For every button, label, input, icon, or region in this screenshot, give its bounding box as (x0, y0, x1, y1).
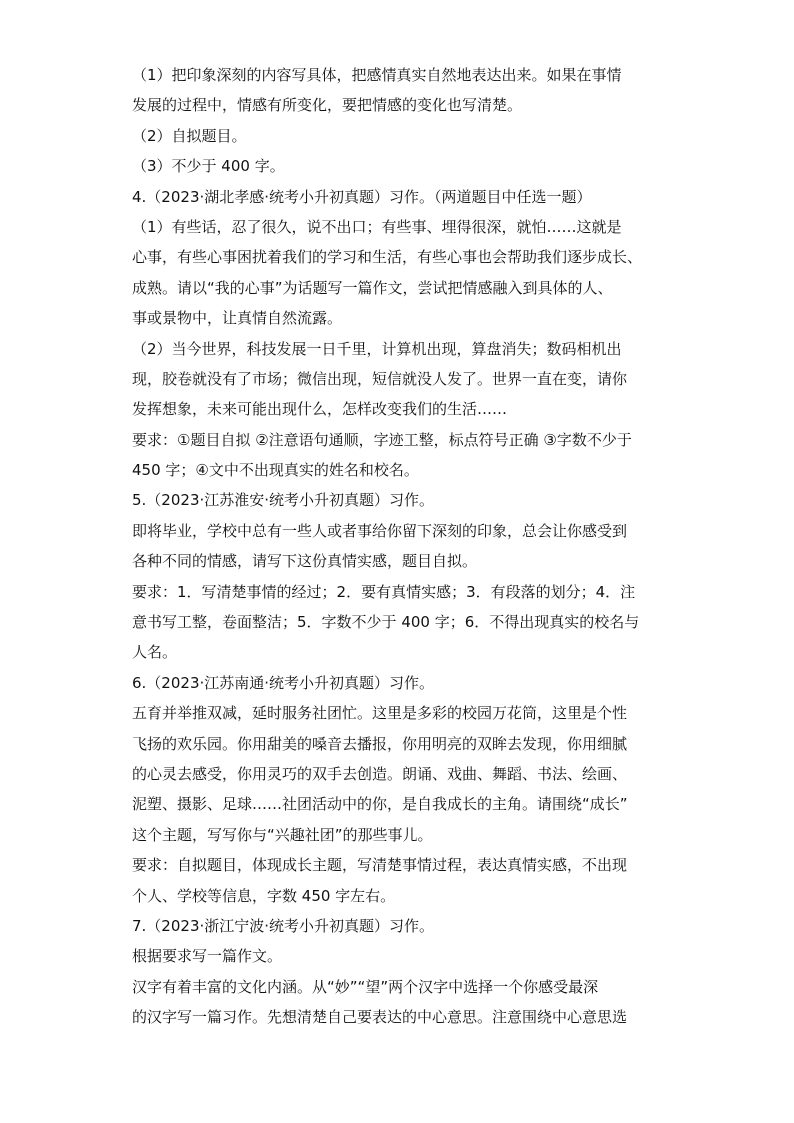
text-line: 450 字；④文中不出现真实的姓名和校名。 (132, 461, 419, 480)
text-line: 的心灵去感受，你用灵巧的双手去创造。朗诵、戏曲、舞蹈、书法、绘画、 (132, 764, 628, 783)
question-heading: 7.（2023·浙江宁波·统考小升初真题）习作。 (132, 916, 435, 935)
text-line: 根据要求写一篇作文。 (132, 947, 283, 966)
document-body (132, 60, 662, 1033)
text-line: 要求：自拟题目，体现成长主题，写清楚事情过程，表达真情实感，不出现 (132, 856, 628, 875)
text-line: 现，胶卷就没有了市场；微信出现，短信就没人发了。世界一直在变，请你 (132, 369, 628, 388)
text-line: 泥塑、摄影、足球……社团活动中的你，是自我成长的主角。请围绕“成长” (132, 795, 628, 814)
question-heading: 6.（2023·江苏南通·统考小升初真题）习作。 (132, 673, 435, 692)
text-line: 心事，有些心事困扰着我们的学习和生活，有些心事也会帮助我们逐步成长、 (132, 248, 643, 267)
text-line: （3）不少于 400 字。 (132, 157, 285, 176)
text-line: 发挥想象，未来可能出现什么，怎样改变我们的生活…… (132, 400, 508, 419)
text-line: 要求：①题目自拟 ②注意语句通顺，字迹工整，标点符号正确 ③字数不少于 (132, 430, 632, 449)
text-line: 成熟。请以“我的心事”为话题写一篇作文，尝试把情感融入到具体的人、 (132, 278, 613, 297)
text-line: 飞扬的欢乐园。你用甜美的嗓音去播报，你用明亮的双眸去发现，你用细腻 (132, 734, 628, 753)
text-line: 发展的过程中，情感有所变化，要把情感的变化也写清楚。 (132, 96, 523, 115)
text-line: （2）当今世界，科技发展一日千里，计算机出现，算盘消失；数码相机出 (132, 339, 622, 358)
question-heading: 4.（2023·湖北孝感·统考小升初真题）习作。（两道题目中任选一题） (132, 187, 592, 206)
text-line: 意书写工整，卷面整洁；5．字数不少于 400 字；6．不得出现真实的校名与 (132, 613, 640, 632)
text-line: 这个主题，写写你与“兴趣社团”的那些事儿。 (132, 825, 433, 844)
text-line: 汉字有着丰富的文化内涵。从“妙”“望”两个汉字中选择一个你感受最深 (132, 977, 599, 996)
text-line: （2）自拟题目。 (132, 126, 247, 145)
text-line: 各种不同的情感，请写下这份真情实感，题目自拟。 (132, 552, 478, 571)
text-line: 即将毕业，学校中总有一些人或者事给你留下深刻的印象，总会让你感受到 (132, 521, 628, 540)
text-line: 个人、学校等信息，字数 450 字左右。 (132, 886, 396, 905)
text-line: （1）把印象深刻的内容写具体，把感情真实自然地表达出来。如果在事情 (132, 66, 622, 84)
text-line: 事或景物中，让真情自然流露。 (132, 309, 343, 328)
text-line: 五育并举推双减，延时服务社团忙。这里是多彩的校园万花筒，这里是个性 (132, 704, 628, 723)
text-line: 人名。 (132, 643, 178, 662)
text-line: 要求：1．写清楚事情的经过；2．要有真情实感；3．有段落的划分；4．注 (132, 582, 636, 601)
text-line: （1）有些话，忍了很久，说不出口；有些事、埋得很深，就怕……这就是 (132, 217, 622, 236)
text-line: 的汉字写一篇习作。先想清楚自己要表达的中心意思。注意围绕中心意思选 (132, 1008, 628, 1027)
question-heading: 5.（2023·江苏淮安·统考小升初真题）习作。 (132, 491, 435, 510)
